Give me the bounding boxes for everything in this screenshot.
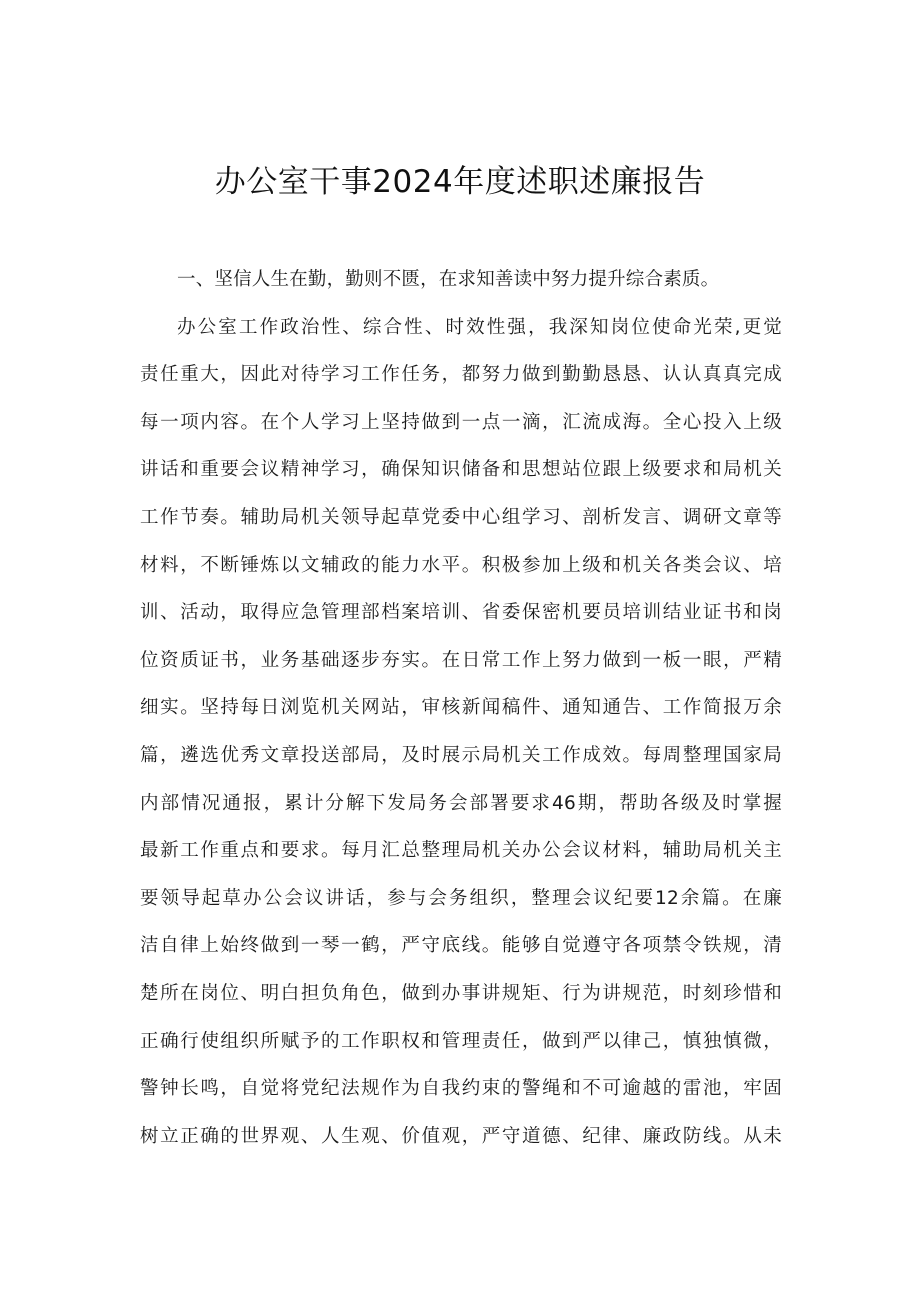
paragraph-line: 洁自律上始终做到一琴一鹤，严守底线。能够自觉遵守各项禁令铁规，清 — [140, 935, 782, 957]
paragraph-line: 工作节奏。辅助局机关领导起草党委中心组学习、剖析发言、调研文章等 — [140, 506, 782, 528]
paragraph-line: 办公室工作政治性、综合性、时效性强，我深知岗位使命光荣,更觉 — [177, 316, 782, 338]
paragraph-line: 每一项内容。在个人学习上坚持做到一点一滴，汇流成海。全心投入上级 — [140, 411, 782, 433]
paragraph-line: 训、活动，取得应急管理部档案培训、省委保密机要员培训结业证书和岗 — [140, 602, 782, 624]
paragraph-line: 楚所在岗位、明白担负角色，做到办事讲规矩、行为讲规范，时刻珍惜和 — [140, 982, 782, 1004]
document-title: 办公室干事2024年度述职述廉报告 — [214, 164, 706, 200]
paragraph-line: 细实。坚持每日浏览机关网站，审核新闻稿件、通知通告、工作简报万余 — [140, 697, 782, 719]
paragraph-line: 材料，不断锤炼以文辅政的能力水平。积极参加上级和机关各类会议、培 — [140, 554, 782, 576]
paragraph-line: 警钟长鸣，自觉将党纪法规作为自我约束的警绳和不可逾越的雷池，牢固 — [140, 1078, 782, 1100]
paragraph-line: 篇，遴选优秀文章投送部局，及时展示局机关工作成效。每周整理国家局 — [140, 744, 782, 766]
paragraph-line: 位资质证书，业务基础逐步夯实。在日常工作上努力做到一板一眼，严精 — [140, 649, 782, 671]
paragraph-line: 讲话和重要会议精神学习，确保知识储备和思想站位跟上级要求和局机关 — [140, 459, 782, 481]
paragraph-line: 树立正确的世界观、人生观、价值观，严守道德、纪律、廉政防线。从未 — [140, 1125, 782, 1147]
paragraph-line: 内部情况通报，累计分解下发局务会部署要求46期，帮助各级及时掌握 — [140, 792, 782, 814]
paragraph-line: 要领导起草办公会议讲话，参与会务组织，整理会议纪要12余篇。在廉 — [140, 887, 782, 909]
paragraph-line: 责任重大，因此对待学习工作任务，都努力做到勤勤恳恳、认认真真完成 — [140, 364, 782, 386]
paragraph-line: 正确行使组织所赋予的工作职权和管理责任，做到严以律己，慎独慎微， — [140, 1030, 782, 1052]
paragraph-line: 最新工作重点和要求。每月汇总整理局机关办公会议材料，辅助局机关主 — [140, 840, 782, 862]
section-heading: 一、坚信人生在勤，勤则不匮，在求知善读中努力提升综合素质。 — [177, 269, 720, 290]
document-body — [140, 256, 782, 1160]
